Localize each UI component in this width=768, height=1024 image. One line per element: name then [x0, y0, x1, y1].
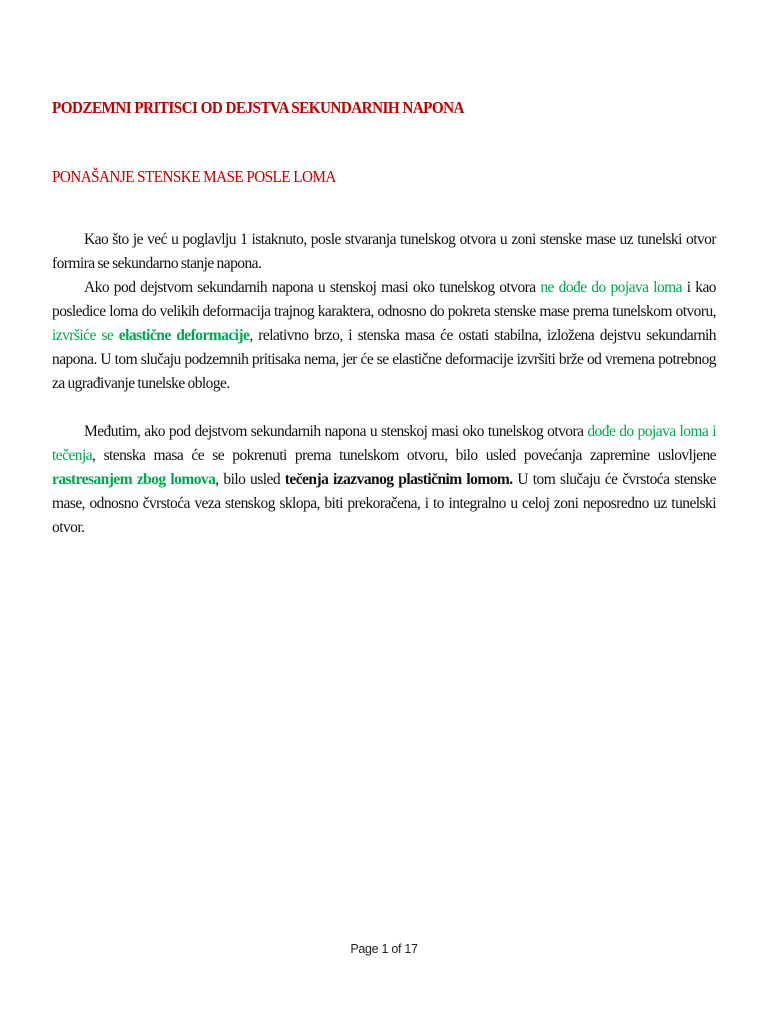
paragraph-3: [52, 420, 716, 540]
paragraph-1-text: Kao što je već u poglavlju 1 istaknuto, posle stvaranja tunelskog otvora u zoni stenske mase uz tunelski otvor formira se sekundarno stanje napona.: [52, 231, 716, 272]
paragraph-3-text: Međutim, ako pod dejstvom sekundarnih napona u stenskoj masi oko tunelskog otvora: [84, 423, 588, 440]
paragraph-3-text: U tom slučaju će čvrstoća stenske mase, odnosno čvrstoća veza stenskog sklopa, biti prekoračena, i to integralno u celoj zoni neposredno uz tunelski otvor.: [52, 471, 716, 536]
paragraph-3-text: , bilo usled: [215, 471, 285, 488]
paragraph-2: [52, 276, 716, 396]
highlight-no-fracture: ne dođe do pojava loma: [540, 279, 683, 296]
highlight-fracture-flow: dođe do pojava loma i tečenja: [52, 423, 716, 464]
paragraph-1: [52, 228, 716, 276]
document-title: PODZEMNI PRITISCI OD DEJSTVA SEKUNDARNIH NAPONA: [52, 98, 464, 117]
paragraph-2-text: i kao posledice loma do velikih deformacija trajnog karaktera, odnosno do pokreta stenske mase prema tunelskom otvoru,: [52, 279, 716, 320]
paragraph-2-text: Ako pod dejstvom sekundarnih napona u stenskoj masi oko tunelskog otvora: [84, 279, 541, 296]
highlight-elastic-deformations: elastične deformacije: [118, 327, 250, 344]
highlight-loosening: rastresanjem zbog lomova: [52, 471, 216, 488]
section-subtitle: PONAŠANJE STENSKE MASE POSLE LOMA: [52, 167, 336, 186]
bold-plastic-flow: tečenja izazvanog plastičnim lomom.: [284, 471, 513, 488]
document-body: [52, 228, 716, 540]
page-number: Page 1 of 17: [350, 942, 418, 956]
paragraph-3-text: , stenska masa će se pokrenuti prema tunelskom otvoru, bilo usled povećanja zapremine uslovljene: [92, 447, 716, 464]
paragraph-2-text: , relativno brzo, i stenska masa će ostati stabilna, izložena dejstvu sekundarnih napona. U tom slučaju podzemnih pritisaka nema, jer će se elastične deformacije izvršiti brže od vremena potrebnog za ugrađivanje tunelske obloge.: [52, 327, 716, 392]
highlight-elastic-prefix: izvršiće se: [52, 327, 119, 344]
